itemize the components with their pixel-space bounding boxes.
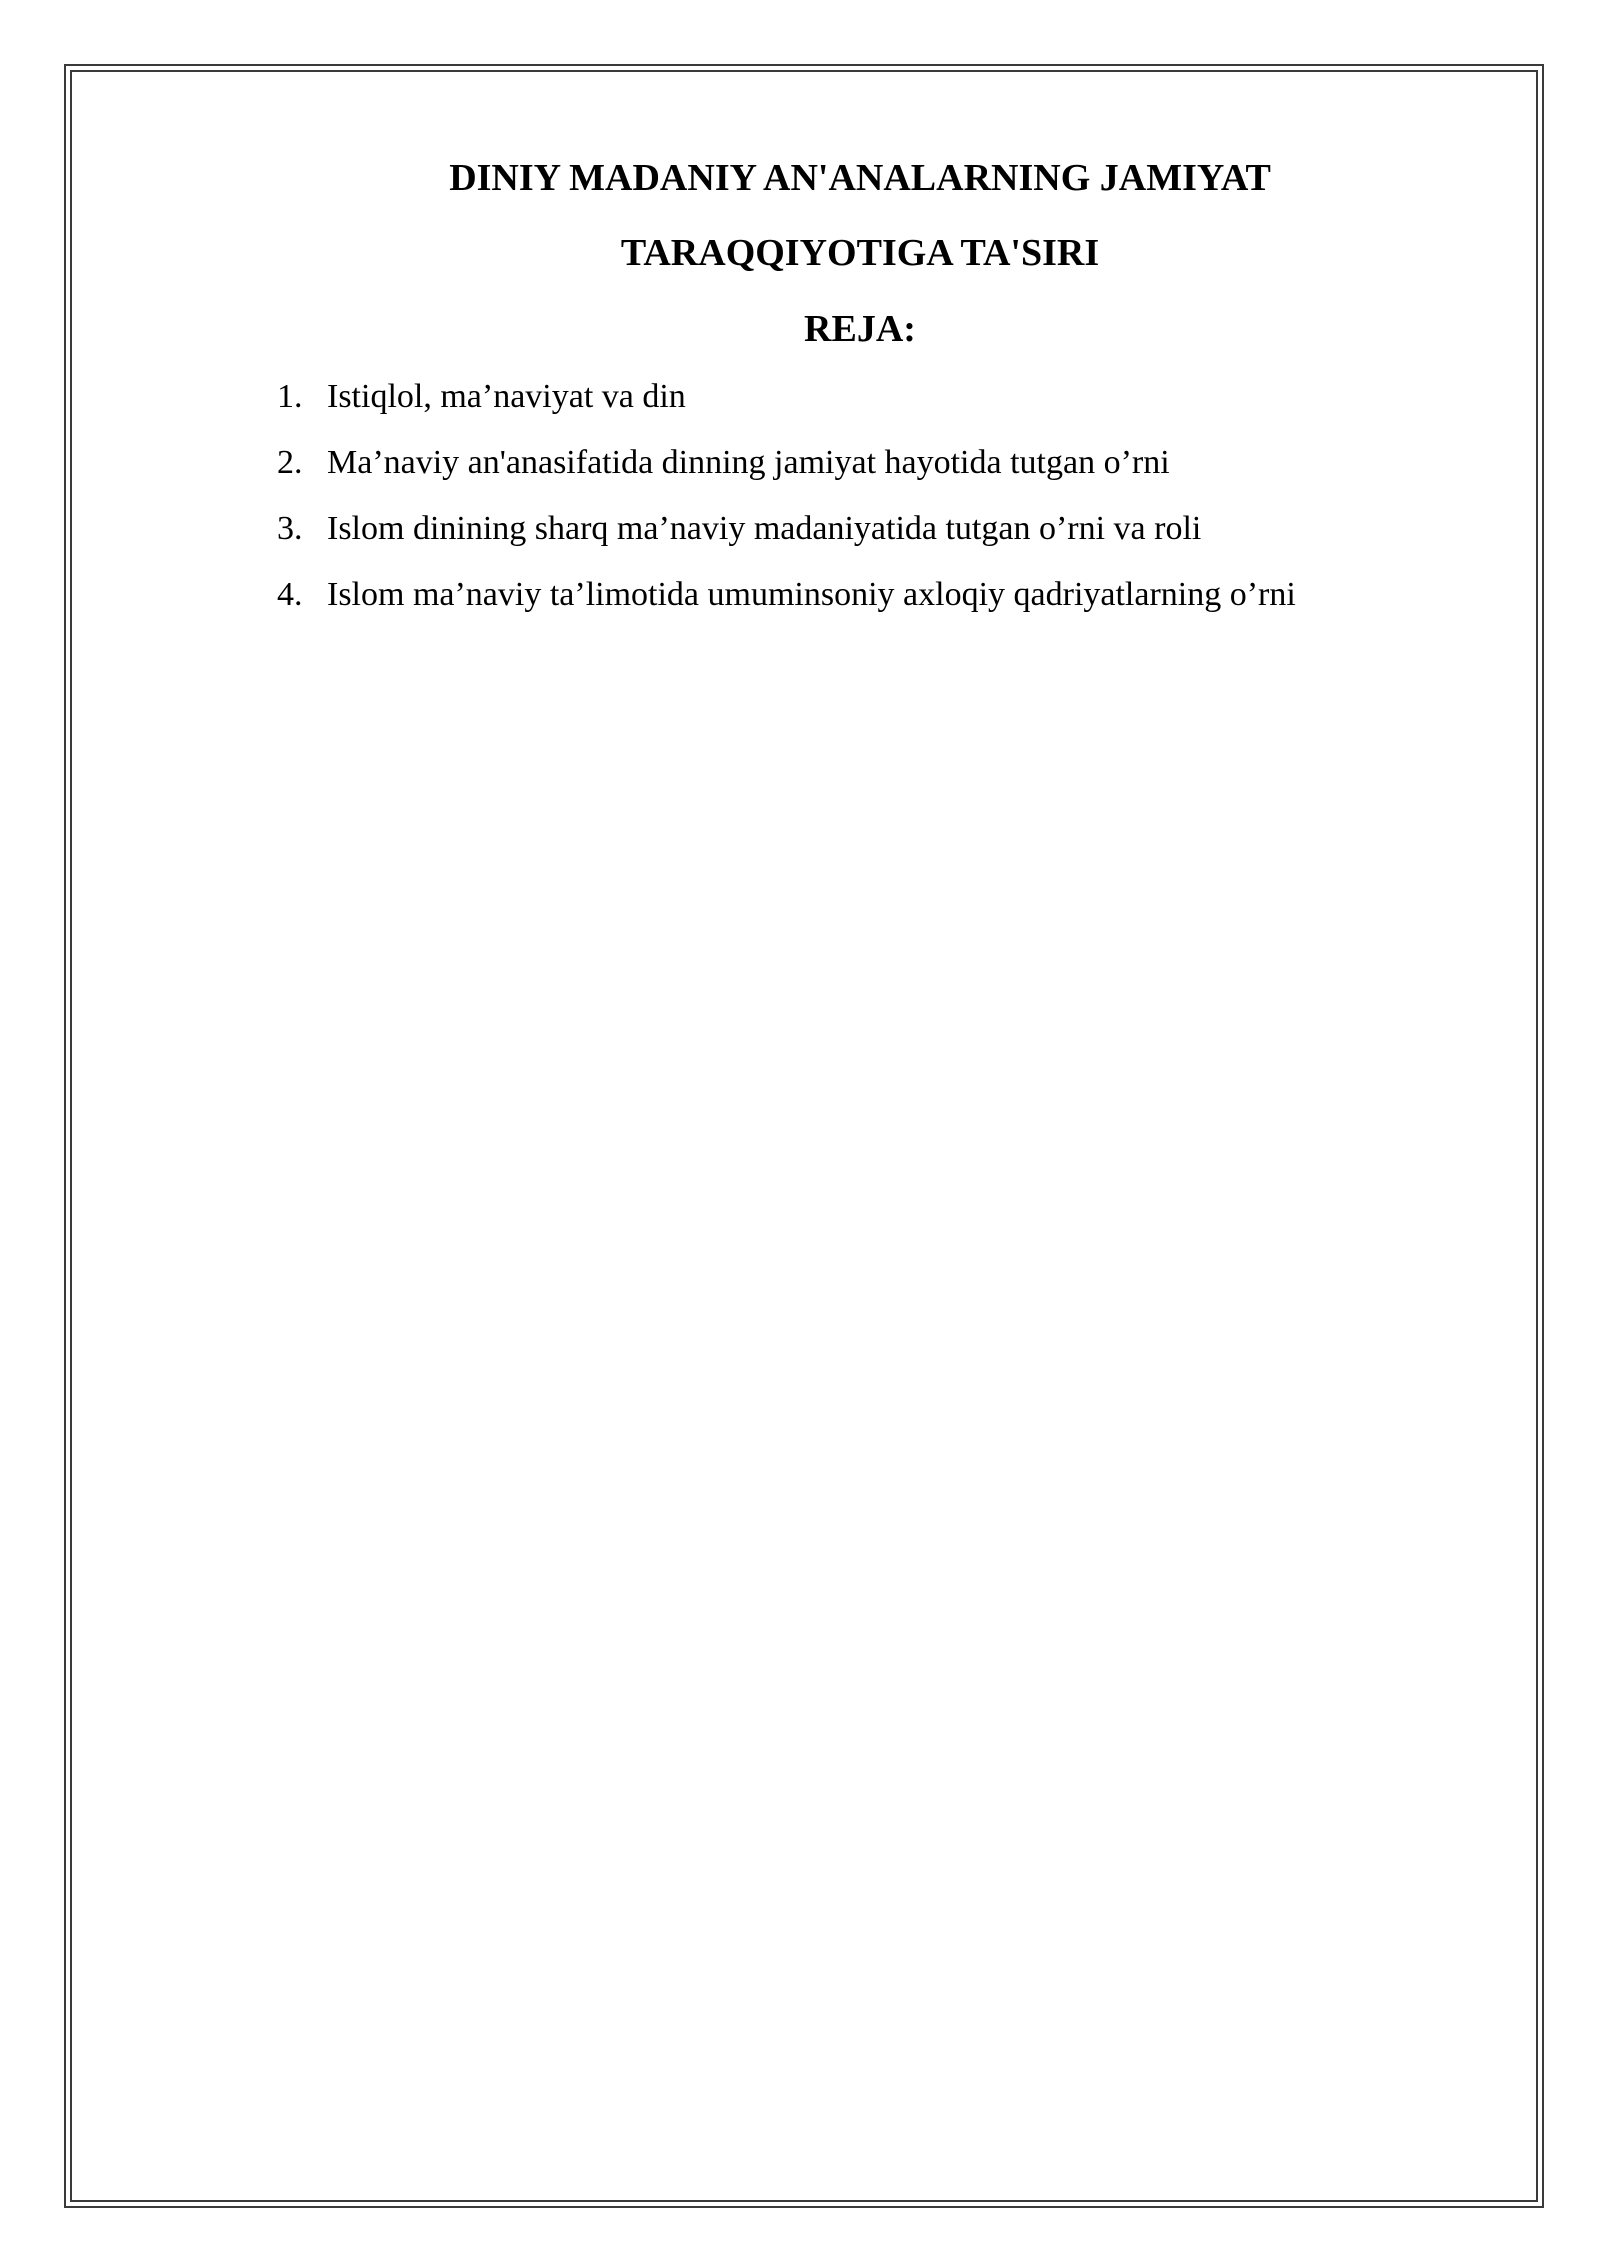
plan-item-2 (277, 441, 1477, 485)
plan-list (277, 375, 1477, 639)
plan-item-3 (277, 507, 1477, 551)
plan-item-4 (277, 573, 1477, 617)
plan-item-text: Ma’naviy an'anasifatida dinning jamiyat hayotida tutgan o’rni (327, 444, 1170, 481)
plan-item-text: Islom dinining sharq ma’naviy madaniyatida tutgan o’rni va roli (327, 510, 1202, 547)
document-title-line-1: DINIY MADANIY AN'ANALARNING JAMIYAT (449, 157, 1271, 199)
plan-item-number: 3. (277, 510, 303, 547)
document-title-line-2: TARAQQIYOTIGA TA'SIRI (620, 232, 1100, 274)
plan-item-text: Islom ma’naviy ta’limotida umuminsoniy axloqiy qadriyatlarning o’rni (327, 576, 1296, 613)
plan-heading: REJA: (804, 308, 916, 350)
plan-item-text: Istiqlol, ma’naviyat va din (327, 378, 686, 415)
plan-item-number: 4. (277, 576, 303, 613)
plan-item-1 (277, 375, 1477, 419)
plan-item-number: 2. (277, 444, 303, 481)
plan-item-number: 1. (277, 378, 303, 415)
